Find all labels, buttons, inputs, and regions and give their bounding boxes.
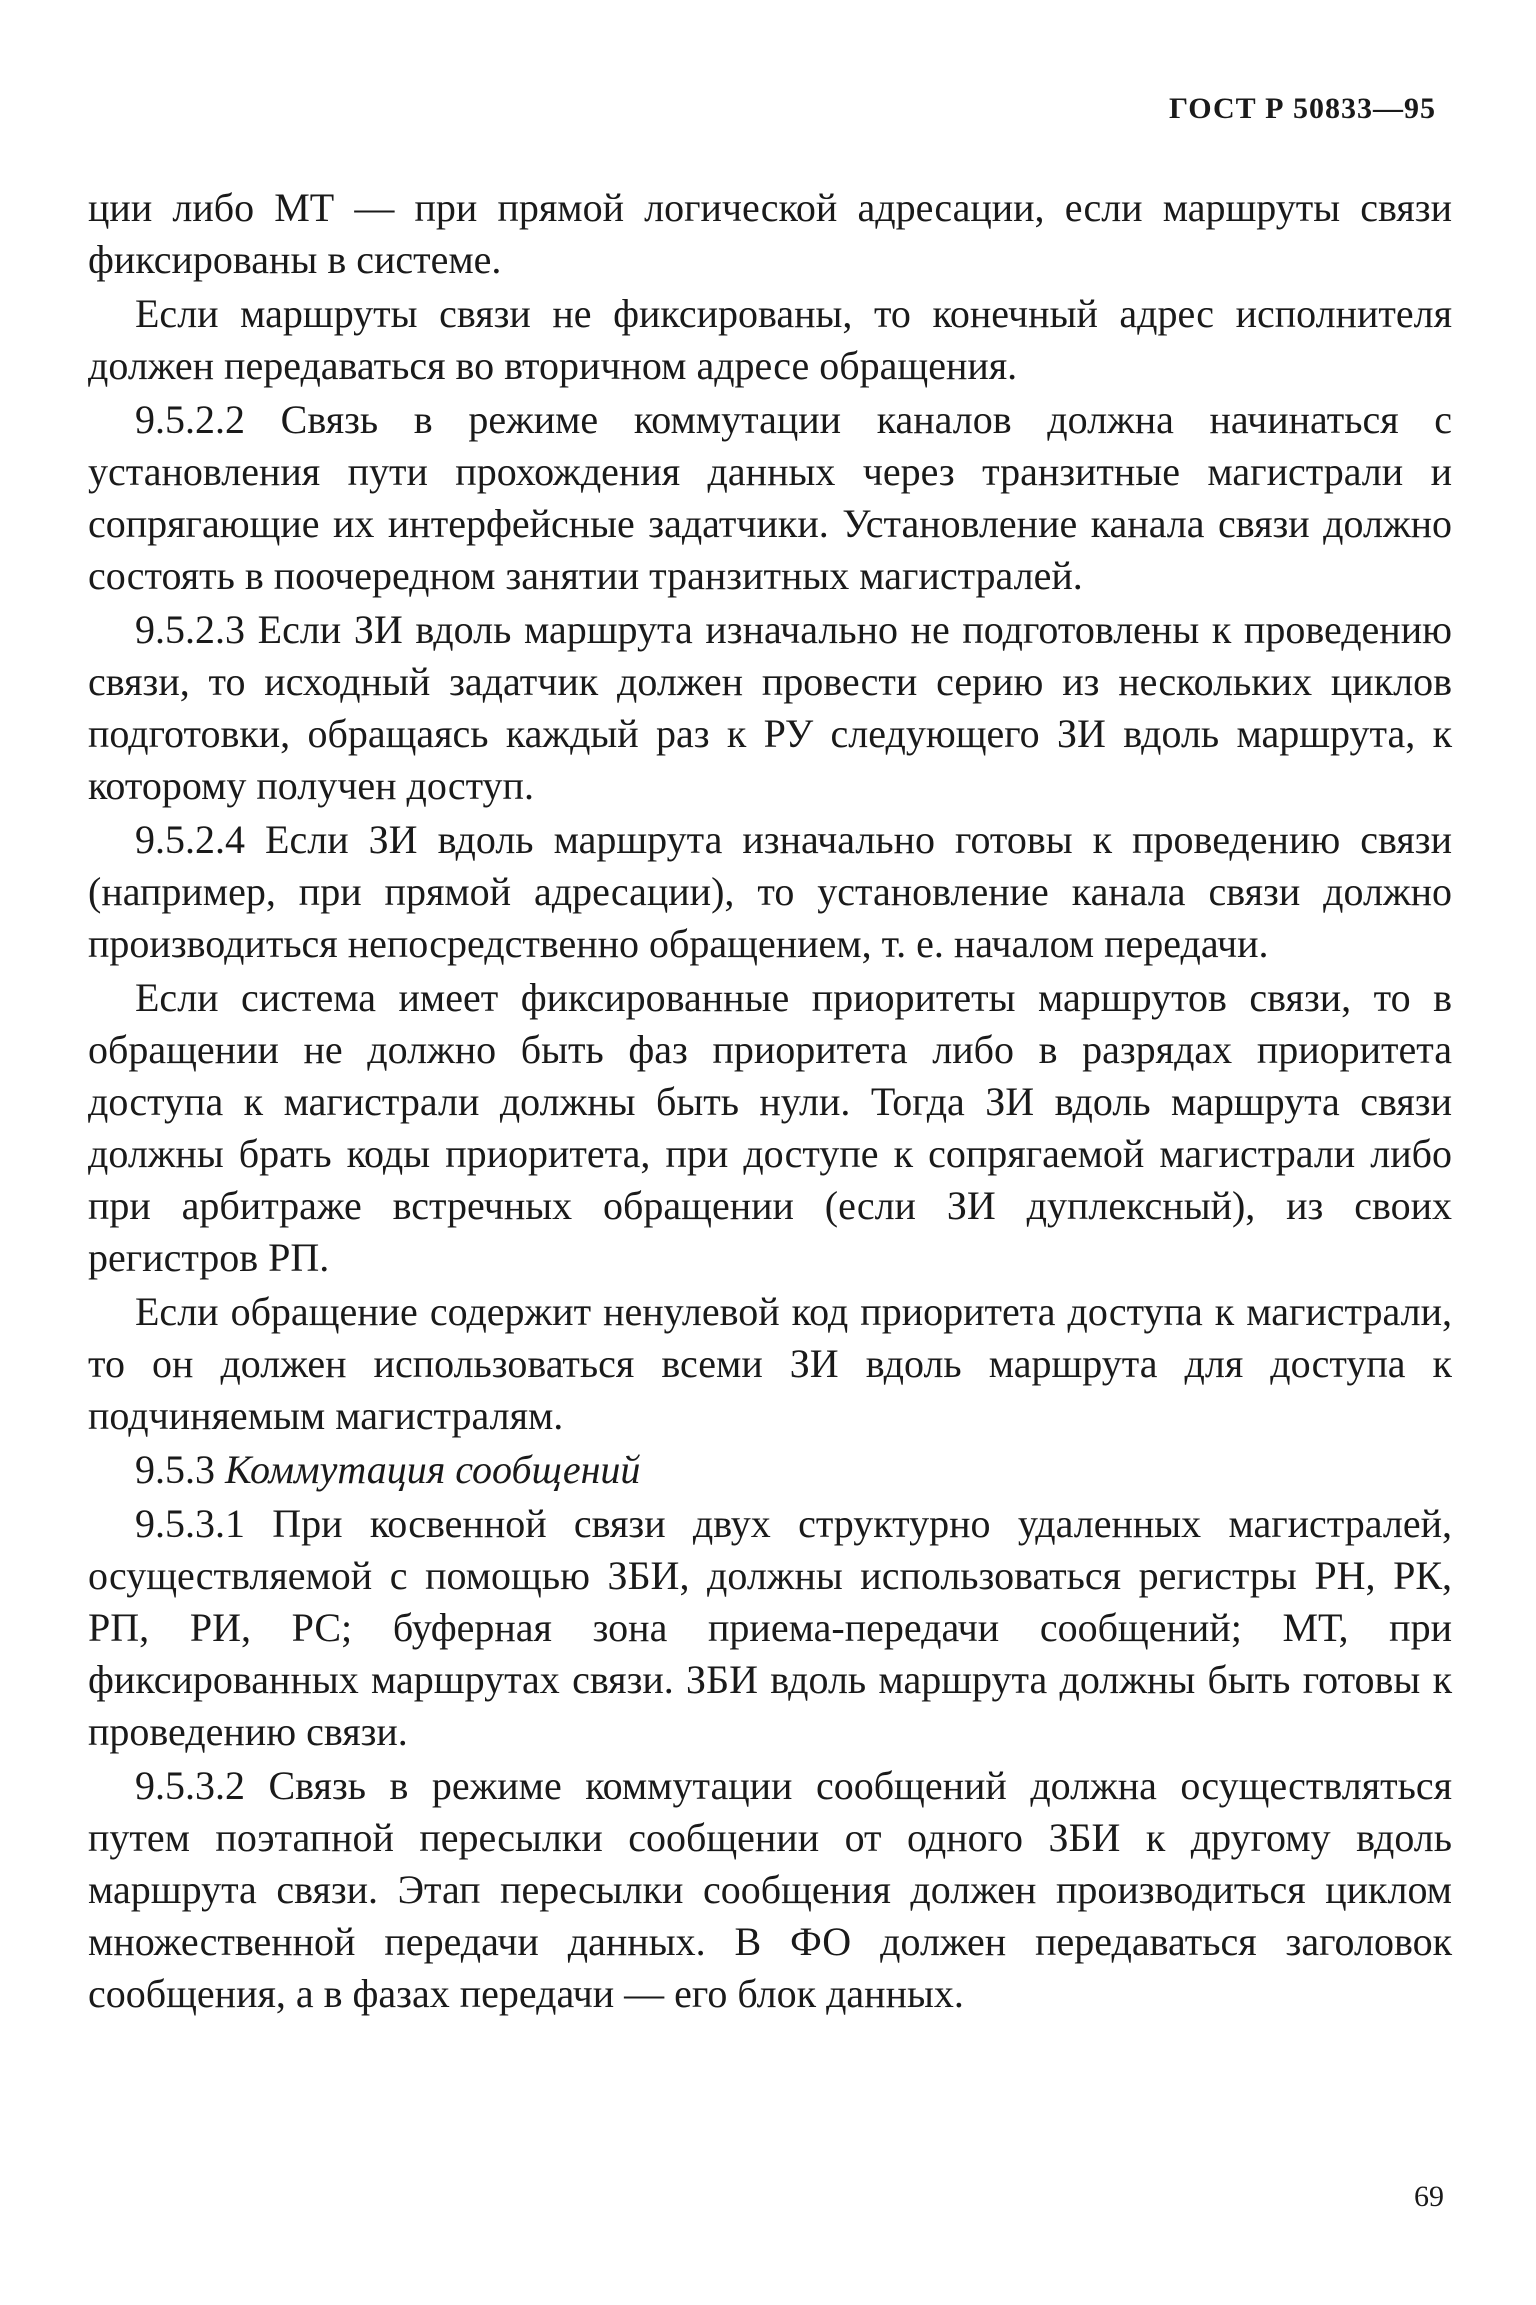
page-number: 69: [1414, 2180, 1444, 2213]
paragraph: 9.5.2.4 Если ЗИ вдоль маршрута изначально готовы к проведению связи (например, при прямой адресации), то установление канала связи должно производиться непосредственно обращением, т. е. началом передачи.: [88, 817, 1452, 966]
paragraph: 9.5.2.2 Связь в режиме коммутации каналов должна начинаться с установления пути прохождения данных через транзитные магистрали и сопрягающие их интерфейсные задатчики. Установление канала связи должно состоять в поочередном занятии транзитных магистралей.: [88, 397, 1452, 598]
section-title: Коммутация сообщений: [225, 1447, 641, 1492]
paragraph: Если маршруты связи не фиксированы, то конечный адрес исполнителя должен передаваться во вторичном адресе обращения.: [88, 291, 1452, 388]
paragraph: 9.5.3.1 При косвенной связи двух структурно удаленных магистралей, осуществляемой с помощью ЗБИ, должны использоваться регистры РН, РК, РП, РИ, РС; буферная зона приема-передачи сообщений; МТ, при фиксированных маршрутах связи. ЗБИ вдоль маршрута должны быть готовы к проведению связи.: [88, 1501, 1452, 1754]
document-header: ГОСТ Р 50833—95: [1168, 92, 1436, 125]
paragraph: 9.5.3.2 Связь в режиме коммутации сообщений должна осуществляться путем поэтапной пересылки сообщении от одного ЗБИ к другому вдоль маршрута связи. Этап пересылки сообщения должен производиться циклом множественной передачи данных. В ФО должен передаваться заголовок сообщения, а в фазах передачи — его блок данных.: [88, 1763, 1452, 2016]
section-heading: [88, 1444, 1452, 1496]
paragraph: Если обращение содержит ненулевой код приоритета доступа к магистрали, то он должен использоваться всеми ЗИ вдоль маршрута для доступа к подчиняемым магистралям.: [88, 1289, 1452, 1438]
paragraph: ции либо МТ — при прямой логической адресации, если маршруты связи фиксированы в системе.: [88, 185, 1452, 282]
paragraph: 9.5.2.3 Если ЗИ вдоль маршрута изначально не подготовлены к проведению связи, то исходный задатчик должен провести серию из нескольких циклов подготовки, обращаясь каждый раз к РУ следующего ЗИ вдоль маршрута, к которому получен доступ.: [88, 607, 1452, 808]
body-text: [88, 182, 1452, 2022]
paragraph: Если система имеет фиксированные приоритеты маршрутов связи, то в обращении не должно быть фаз приоритета либо в разрядах приоритета доступа к магистрали должны быть нули. Тогда ЗИ вдоль маршрута связи должны брать коды приоритета, при доступе к сопрягаемой магистрали либо при арбитраже встречных обращении (если ЗИ дуплексный), из своих регистров РП.: [88, 975, 1452, 1280]
section-number: 9.5.3: [135, 1447, 215, 1492]
